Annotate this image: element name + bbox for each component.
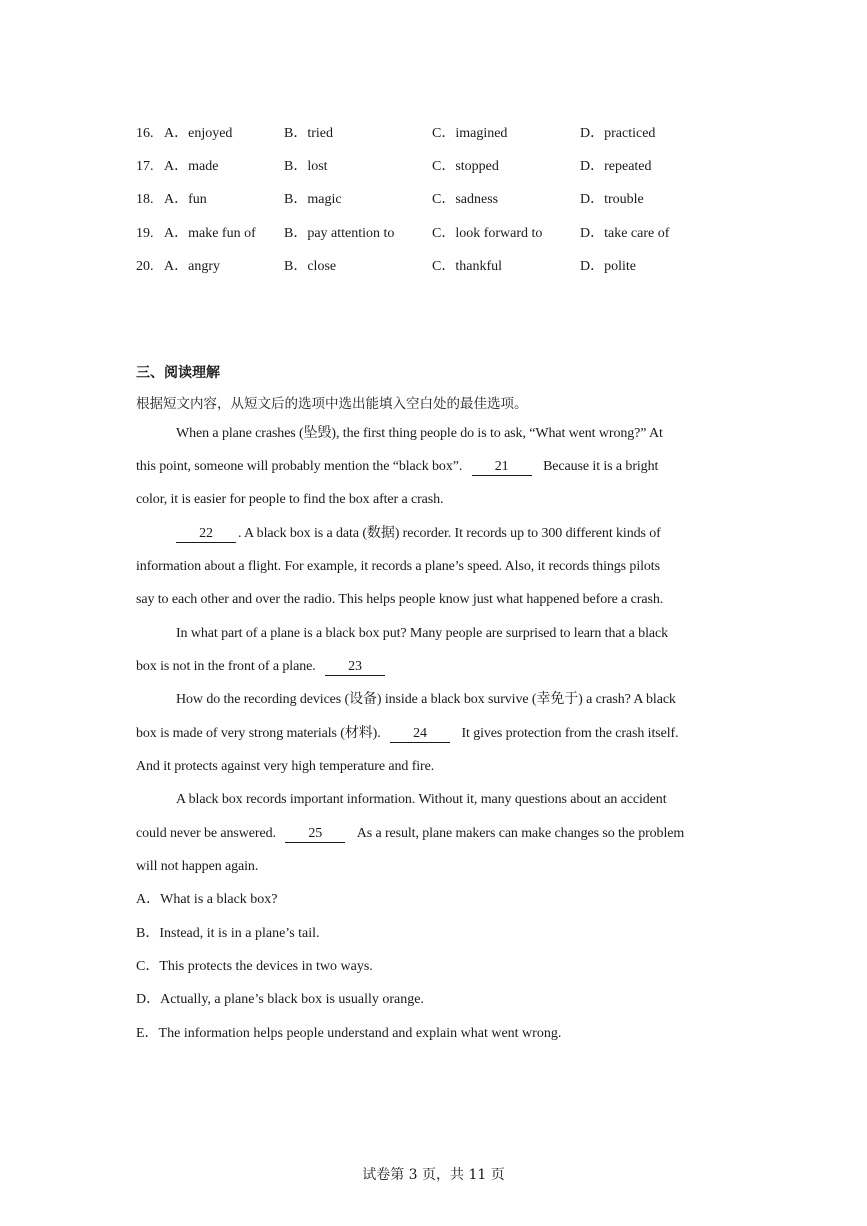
- passage-text: could never be answered.: [136, 826, 276, 841]
- passage-text: Because it is a bright: [543, 459, 659, 474]
- option-c: C．imagined: [432, 126, 508, 141]
- option-a: A．make fun of: [164, 226, 256, 241]
- blank-23: 23: [325, 659, 385, 676]
- passage-line: [136, 656, 732, 678]
- option-d: D．trouble: [580, 192, 644, 207]
- passage-text: It gives protection from the crash itself.: [461, 726, 679, 741]
- option-d: D．practiced: [580, 126, 656, 141]
- question-number: 16.: [136, 126, 154, 141]
- option-d: D．polite: [580, 259, 636, 274]
- passage-line: information about a flight. For example, it records a plane’s speed. Also, it records things pilots: [136, 559, 660, 574]
- passage-line: When a plane crashes (坠毁), the first thing people do is to ask, “What went wrong?” At: [176, 426, 663, 441]
- option-a: A．enjoyed: [164, 126, 233, 141]
- passage-text: As a result, plane makers can make changes so the problem: [356, 826, 685, 841]
- option-b: B．lost: [284, 159, 328, 174]
- question-number: 20.: [136, 259, 154, 274]
- option-d: D．take care of: [580, 226, 670, 241]
- passage-text: box is made of very strong materials (材料).: [136, 726, 381, 741]
- option-a: A．made: [164, 159, 219, 174]
- answer-option-b: B．Instead, it is in a plane’s tail.: [136, 926, 320, 941]
- blank-24: 24: [390, 726, 450, 743]
- passage-text: . A black box is a data (数据) recorder. It records up to 300 different kinds of: [238, 526, 661, 541]
- option-c: C．look forward to: [432, 226, 543, 241]
- answer-option-d: D．Actually, a plane’s black box is usually orange.: [136, 992, 424, 1007]
- passage-line: will not happen again.: [136, 859, 259, 874]
- blank-21: 21: [472, 459, 532, 476]
- passage-line: color, it is easier for people to find the box after a crash.: [136, 492, 444, 507]
- passage-line: say to each other and over the radio. This helps people know just what happened before a crash.: [136, 592, 664, 607]
- passage-line: How do the recording devices (设备) inside a black box survive (幸免于) a crash? A black: [176, 692, 676, 707]
- blank-22: 22: [176, 526, 236, 543]
- blank-25: 25: [285, 826, 345, 843]
- option-b: B．tried: [284, 126, 333, 141]
- question-number: 18.: [136, 192, 154, 207]
- passage-text: box is not in the front of a plane.: [136, 659, 316, 674]
- passage-line: [136, 823, 732, 845]
- page-footer: 试卷第 3 页，共 11 页: [362, 1167, 505, 1183]
- question-number: 19.: [136, 226, 154, 241]
- answer-option-e: E．The information helps people understand and explain what went wrong.: [136, 1026, 562, 1041]
- option-b: B．close: [284, 259, 337, 274]
- section-heading: 三、阅读理解: [136, 365, 220, 381]
- option-c: C．sadness: [432, 192, 499, 207]
- answer-option-a: A．What is a black box?: [136, 892, 278, 907]
- option-b: B．pay attention to: [284, 226, 395, 241]
- option-a: A．fun: [164, 192, 207, 207]
- answer-option-c: C．This protects the devices in two ways.: [136, 959, 373, 974]
- option-c: C．thankful: [432, 259, 502, 274]
- option-a: A．angry: [164, 259, 220, 274]
- question-number: 17.: [136, 159, 154, 174]
- passage-text: this point, someone will probably mention the “black box”.: [136, 459, 463, 474]
- option-c: C．stopped: [432, 159, 499, 174]
- passage-line: In what part of a plane is a black box put? Many people are surprised to learn that a black: [176, 626, 668, 641]
- passage-line: And it protects against very high temperature and fire.: [136, 759, 435, 774]
- passage-line: [136, 723, 732, 745]
- option-d: D．repeated: [580, 159, 652, 174]
- section-instruction: 根据短文内容，从短文后的选项中选出能填入空白处的最佳选项。: [136, 396, 528, 412]
- passage-line: [176, 523, 732, 545]
- passage-line: A black box records important information. Without it, many questions about an accident: [176, 792, 667, 807]
- option-b: B．magic: [284, 192, 342, 207]
- passage-line: [136, 456, 732, 478]
